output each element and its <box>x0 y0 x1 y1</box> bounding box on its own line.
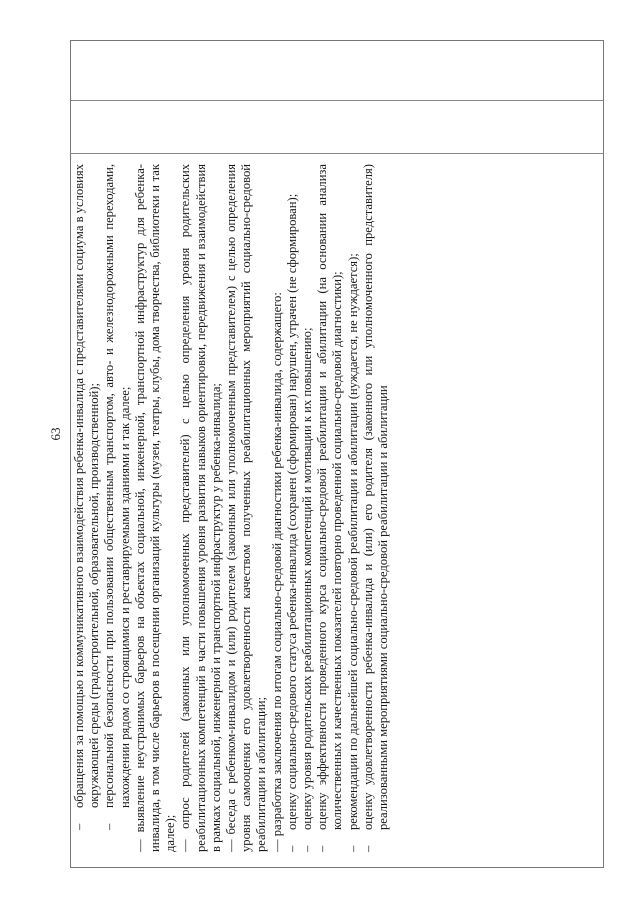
list-item <box>315 164 345 852</box>
list-item-text: оценку удовлетворенности ребенка-инвалида и (или) его родителя (законного или уполномоченного представителя) реализованными мероприятиями социально-средовой реабилитации и абилитации <box>360 164 391 830</box>
list-item-text: оценку эффективности проведенного курса социально-средовой реабилитации и абилитации (на основании анализа количественных и качественных показателей повторно проведенной социально-средовой диагностики); <box>315 164 345 830</box>
list-item <box>346 164 361 852</box>
dash-marker: — <box>178 839 193 852</box>
table-column-divider <box>70 100 604 101</box>
list-item-text: опрос родителей (законных или уполномоченных представителей) с целью определения уровня родительских реабилитационных компетенций в части повышения уровня развития навыков ориентировки, передвижения и взаимодействия в рамках социальной, инженерной и транспортной инфраструктур у ребенка-инвалида; <box>178 164 223 852</box>
list-item <box>224 164 270 852</box>
list-item <box>72 164 102 852</box>
dash-marker: — <box>224 839 239 852</box>
list-item <box>361 164 391 852</box>
dash-marker: – <box>315 845 330 852</box>
dash-marker: – <box>72 823 86 830</box>
dash-marker: — <box>132 839 147 852</box>
list-item-text: персональной безопасности при пользовании общественным транспортом, авто- и железнодорожными переходами, нахождении рядом со строящимися и реставрируемыми зданиями и так далее; <box>102 164 132 808</box>
list-item-text: беседа с ребенком-инвалидом и (или) родителем (законным или уполномоченным представителем) с целью определения уровня самооценки его удовлетворенности качеством полученных реабилитационных мероприятий социально-средовой реабилитации и абилитации; <box>224 164 269 852</box>
table-column-divider <box>70 153 604 154</box>
list-item-text: обращения за помощью и коммуникативного взаимодействия ребенка-инвалида с представителями социума в условиях окружающей среды (градостроительной, образовательной, производственной); <box>72 164 102 808</box>
list-item-text: выявление неустранимых барьеров на объектах социальной, инженерной, транспортной инфраструктур для ребенка-инвалида, в том числе барьеров в посещении организаций культуры (музеи, театры, клубы, дома творчества, библиотеки и так далее); <box>132 164 178 852</box>
list-item <box>270 164 285 852</box>
dash-marker: – <box>360 845 375 852</box>
list-item <box>178 164 224 852</box>
dash-marker: – <box>345 845 360 852</box>
dash-marker: – <box>102 823 117 830</box>
table-cell-content <box>70 160 510 856</box>
dash-marker: — <box>269 839 284 852</box>
dash-marker: – <box>284 845 299 852</box>
list-item <box>300 164 315 852</box>
list-item-text: оценку уровня родительских реабилитационных компетенций и мотивации к их повышению; <box>300 327 315 830</box>
dash-marker: – <box>300 845 315 852</box>
page-number: 63 <box>48 427 63 441</box>
list-item-text: рекомендации по дальнейшей социально-средовой реабилитации и абилитации (нуждается, не нуждается); <box>345 253 360 830</box>
list-item-text: оценку социально-средового статуса ребенка-инвалида (сохранен (сформирован) нарушен, утрачен (не сформирован); <box>284 193 299 830</box>
list-item <box>102 164 132 852</box>
list-item <box>285 164 300 852</box>
list-item-text: разработка заключения по итогам социально-средовой диагностики ребенка-инвалида, содержащего: <box>269 292 284 837</box>
list-item <box>133 164 179 852</box>
